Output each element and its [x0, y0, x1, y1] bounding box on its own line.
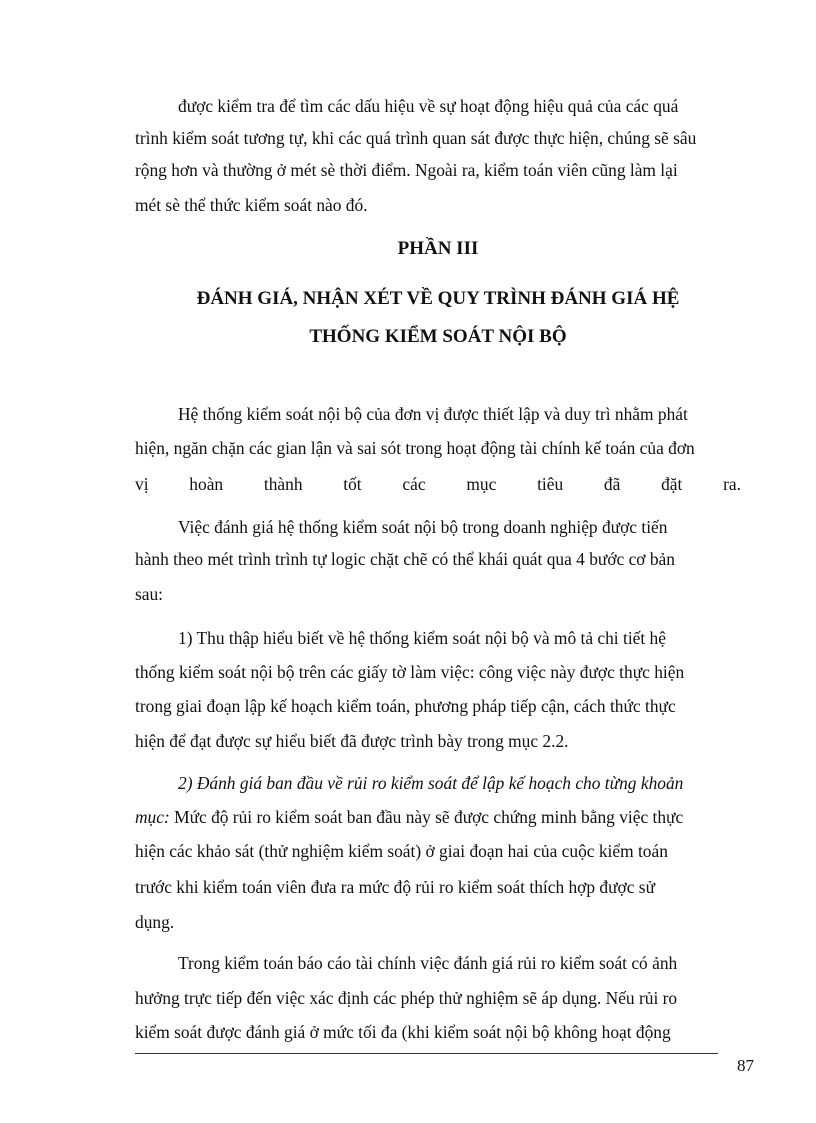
text-line: trong giai đoạn lập kế hoạch kiểm toán, phương pháp tiếp cận, cách thức thực — [135, 696, 676, 716]
text-line: Hệ thống kiểm soát nội bộ của đơn vị được thiết lập và duy trì nhằm phát — [178, 404, 688, 424]
word: mục — [466, 474, 497, 494]
word: vị — [135, 474, 149, 494]
footer-divider — [135, 1053, 718, 1054]
text-line: thống kiểm soát nội bộ trên các giấy tờ làm việc: công việc này được thực hiện — [135, 662, 685, 682]
word: đã — [603, 474, 621, 494]
text-line: hiện các khảo sát (thử nghiệm kiểm soát) ở giai đoạn hai của cuộc kiểm toán — [135, 841, 668, 861]
word: các — [402, 474, 426, 494]
italic-lead-in: mục: — [135, 807, 170, 827]
text-line: trước khi kiểm toán viên đưa ra mức độ rủi ro kiểm soát thích hợp được sử — [135, 877, 655, 897]
word: tốt — [343, 474, 362, 494]
text-line: Trong kiểm toán báo cáo tài chính việc đánh giá rủi ro kiểm soát có ảnh — [178, 953, 678, 973]
text-line: hưởng trực tiếp đến việc xác định các phép thử nghiệm sẽ áp dụng. Nếu rủi ro — [135, 988, 678, 1008]
text-line: hành theo mét trình trình tự logic chặt chẽ có thể khái quát qua 4 bước cơ bản — [135, 549, 675, 569]
text-line: dụng. — [135, 912, 175, 932]
text-line: rộng hơn và thường ở mét sè thời điểm. Ngoài ra, kiểm toán viên cũng làm lại — [135, 160, 678, 180]
word: ra. — [723, 474, 741, 494]
text-line: hiện, ngăn chặn các gian lận và sai sót trong hoạt động tài chính kế toán của đơn — [135, 438, 695, 458]
text-line: Việc đánh giá hệ thống kiểm soát nội bộ trong doanh nghiệp được tiến — [178, 517, 668, 537]
word: thành — [263, 474, 303, 494]
text-line: sau: — [135, 584, 164, 604]
text-line: mét sè thể thức kiểm soát nào đó. — [135, 195, 368, 215]
text-line: kiểm soát được đánh giá ở mức tối đa (khi kiểm soát nội bộ không hoạt động — [135, 1022, 671, 1042]
word: tiêu — [537, 474, 564, 494]
text-line: hiện để đạt được sự hiểu biết đã được trình bày trong mục 2.2. — [135, 731, 569, 751]
text-line: 1) Thu thập hiểu biết về hệ thống kiểm soát nội bộ và mô tả chi tiết hệ — [178, 628, 666, 648]
word: đặt — [661, 474, 683, 494]
text-run: Mức độ rủi ro kiểm soát ban đầu này sẽ được chứng minh bằng việc thực — [169, 807, 684, 827]
page-number: 87 — [737, 1056, 754, 1075]
justified-line — [135, 472, 741, 496]
text-line: được kiểm tra để tìm các dấu hiệu về sự hoạt động hiệu quả của các quá — [178, 96, 679, 116]
section-title-line: THỐNG KIỂM SOÁT NỘI BỘ — [309, 326, 567, 347]
part-title: PHẦN III — [397, 238, 479, 259]
text-line: trình kiểm soát tương tự, khi các quá trình quan sát được thực hiện, chúng sẽ sâu — [135, 128, 697, 148]
section-title-line: ĐÁNH GIÁ, NHẬN XÉT VỀ QUY TRÌNH ĐÁNH GIÁ HỆ — [196, 288, 680, 309]
text-line — [135, 805, 741, 829]
word: hoàn — [189, 474, 224, 494]
italic-text-line: 2) Đánh giá ban đầu về rủi ro kiểm soát để lập kế hoạch cho từng khoản — [178, 773, 684, 793]
